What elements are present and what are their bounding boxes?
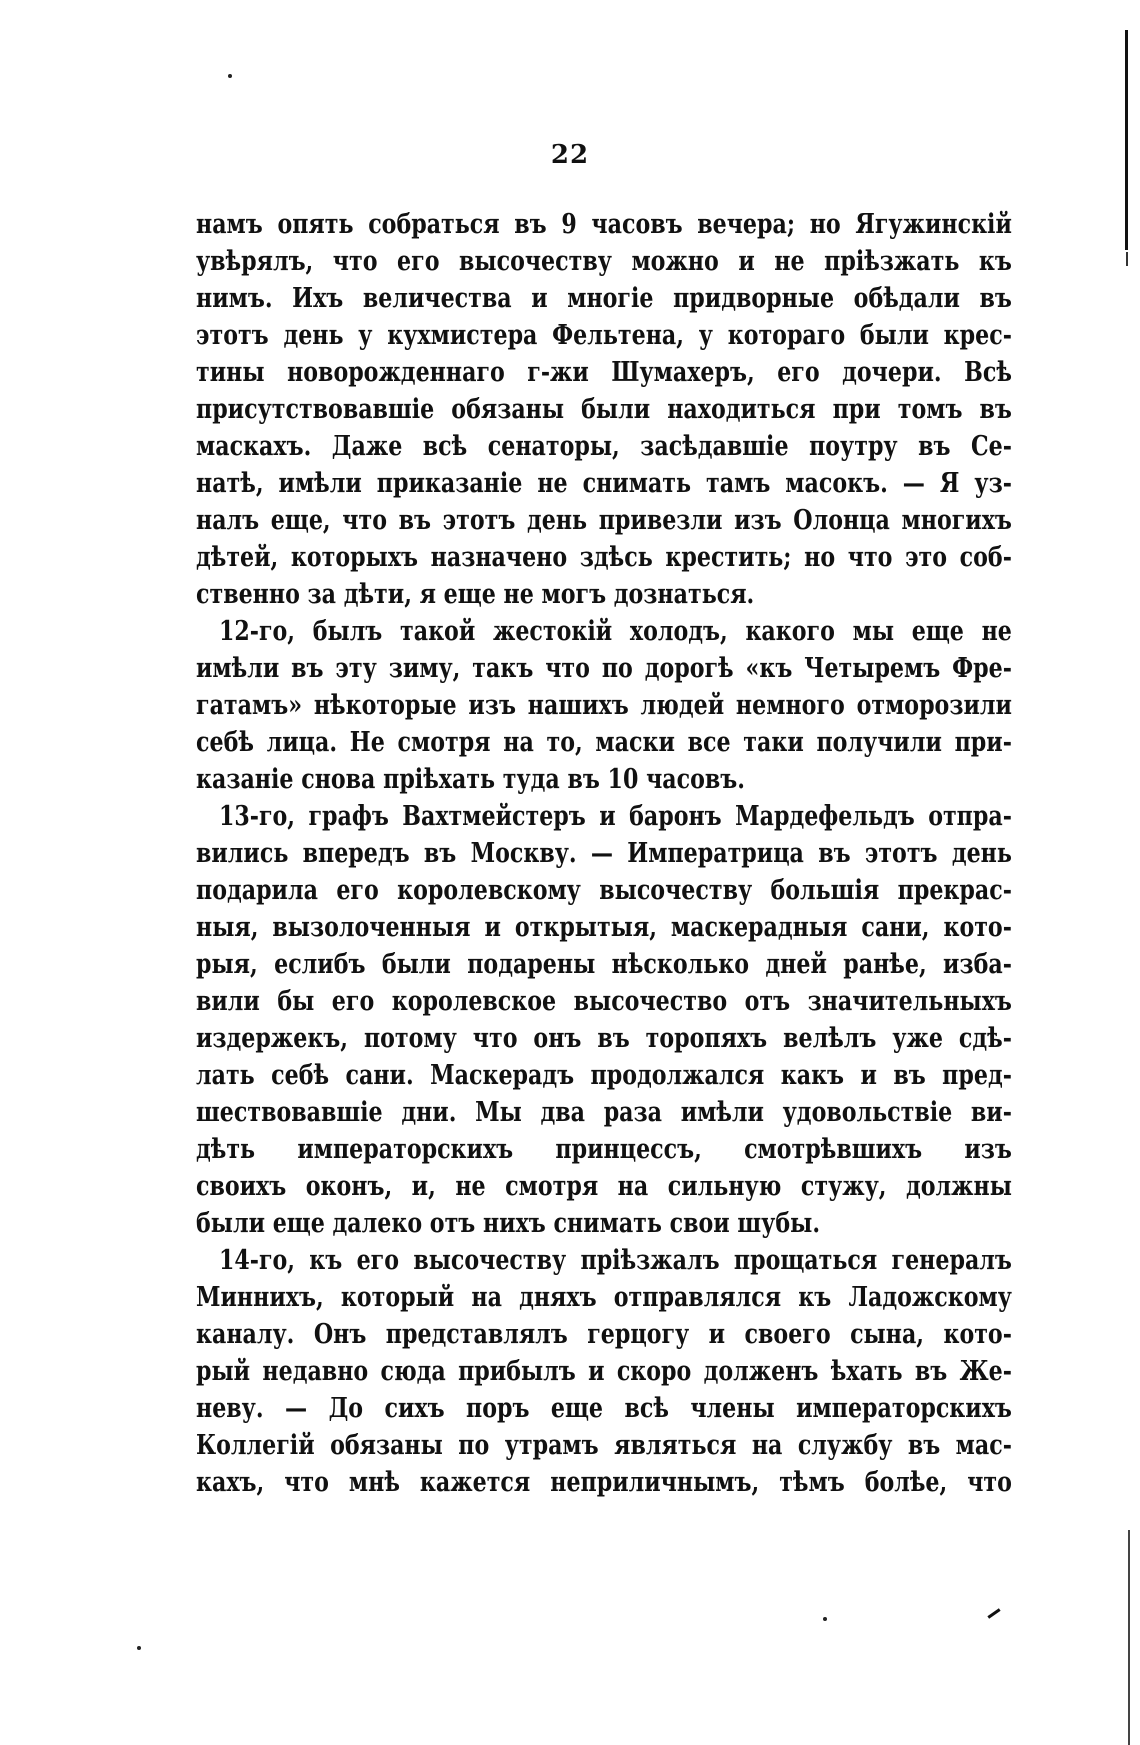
text-line: намъ опять собраться въ 9 часовъ вечера; но Ягужинскій xyxy=(196,209,1012,240)
text-line: себѣ лица. Не смотря на то, маски все таки получили при- xyxy=(196,727,1012,758)
text-line: этотъ день у кухмистера Фельтена, у котораго были крес- xyxy=(196,320,1012,351)
text-line: налъ еще, что въ этотъ день привезли изъ Олонца многихъ xyxy=(196,505,1012,536)
text-line: увѣрялъ, что его высочеству можно и не пріѣзжать къ xyxy=(196,246,1012,277)
page-number: 22 xyxy=(550,140,590,170)
paper-speck xyxy=(137,1646,141,1650)
text-line: дѣтей, которыхъ назначено здѣсь крестить; но что это соб- xyxy=(196,542,1012,573)
text-line: рыя, еслибъ были подарены нѣсколько дней ранѣе, изба- xyxy=(196,949,1012,980)
text-line: рый недавно сюда прибылъ и скоро долженъ ѣхать въ Же- xyxy=(196,1356,1012,1387)
page-edge-mark xyxy=(1126,252,1128,266)
text-line: 12-го, былъ такой жестокій холодъ, какого мы еще не xyxy=(218,616,1012,647)
text-line: 13-го, графъ Вахтмейстеръ и баронъ Мардефельдъ отпра- xyxy=(218,801,1012,832)
text-line: кахъ, что мнѣ кажется неприличнымъ, тѣмъ болѣе, что xyxy=(196,1467,1012,1498)
text-line: казаніе снова пріѣхать туда въ 10 часовъ. xyxy=(196,764,745,795)
text-line: Коллегій обязаны по утрамъ являться на службу въ мас- xyxy=(196,1430,1012,1461)
text-line: Миннихъ, который на дняхъ отправлялся къ Ладожскому xyxy=(196,1282,1012,1313)
text-line: ныя, вызолоченныя и открытыя, маскерадныя сани, кото- xyxy=(196,912,1012,943)
text-line: имѣли въ эту зиму, такъ что по дорогѣ «къ Четыремъ Фре- xyxy=(196,653,1012,684)
text-line: лать себѣ сани. Маскерадъ продолжался какъ и въ пред- xyxy=(196,1060,1012,1091)
page-edge-mark xyxy=(1128,1530,1130,1745)
text-line: маскахъ. Даже всѣ сенаторы, засѣдавшіе поутру въ Се- xyxy=(196,431,1012,462)
text-line: каналу. Онъ представлялъ герцогу и своего сына, кото- xyxy=(196,1319,1012,1350)
text-line: своихъ оконъ, и, не смотря на сильную стужу, должны xyxy=(196,1171,1012,1202)
text-line: вились впередъ въ Москву. — Императрица въ этотъ день xyxy=(196,838,1012,869)
text-line: присутствовавшіе обязаны были находиться при томъ въ xyxy=(196,394,1012,425)
text-line: были еще далеко отъ нихъ снимать свои шубы. xyxy=(196,1208,821,1239)
text-line: гатамъ» нѣкоторые изъ нашихъ людей немного отморозили xyxy=(196,690,1012,721)
text-line: 14-го, къ его высочеству пріѣзжалъ прощаться генералъ xyxy=(218,1245,1012,1276)
text-line: нимъ. Ихъ величества и многіе придворные обѣдали въ xyxy=(196,283,1012,314)
paper-speck xyxy=(228,74,232,78)
text-line: неву. — До сихъ поръ еще всѣ члены императорскихъ xyxy=(196,1393,1012,1424)
text-line: шествовавшіе дни. Мы два раза имѣли удовольствіе ви- xyxy=(196,1097,1012,1128)
text-line: вили бы его королевское высочество отъ значительныхъ xyxy=(196,986,1012,1017)
ink-mark xyxy=(987,1608,1000,1618)
text-line: ственно за дѣти, я еще не могъ дознаться. xyxy=(196,579,755,610)
paper-speck xyxy=(823,1617,827,1621)
text-line: издержекъ, потому что онъ въ торопяхъ велѣлъ уже сдѣ- xyxy=(196,1023,1012,1054)
body-text xyxy=(196,206,1012,1501)
text-line: натѣ, имѣли приказаніе не снимать тамъ масокъ. — Я уз- xyxy=(196,468,1012,499)
text-line: тины новорожденнаго г-жи Шумахеръ, его дочери. Всѣ xyxy=(196,357,1012,388)
text-line: дѣть императорскихъ принцессъ, смотрѣвшихъ изъ xyxy=(196,1134,1012,1165)
text-line: подарила его королевскому высочеству большія прекрас- xyxy=(196,875,1012,906)
